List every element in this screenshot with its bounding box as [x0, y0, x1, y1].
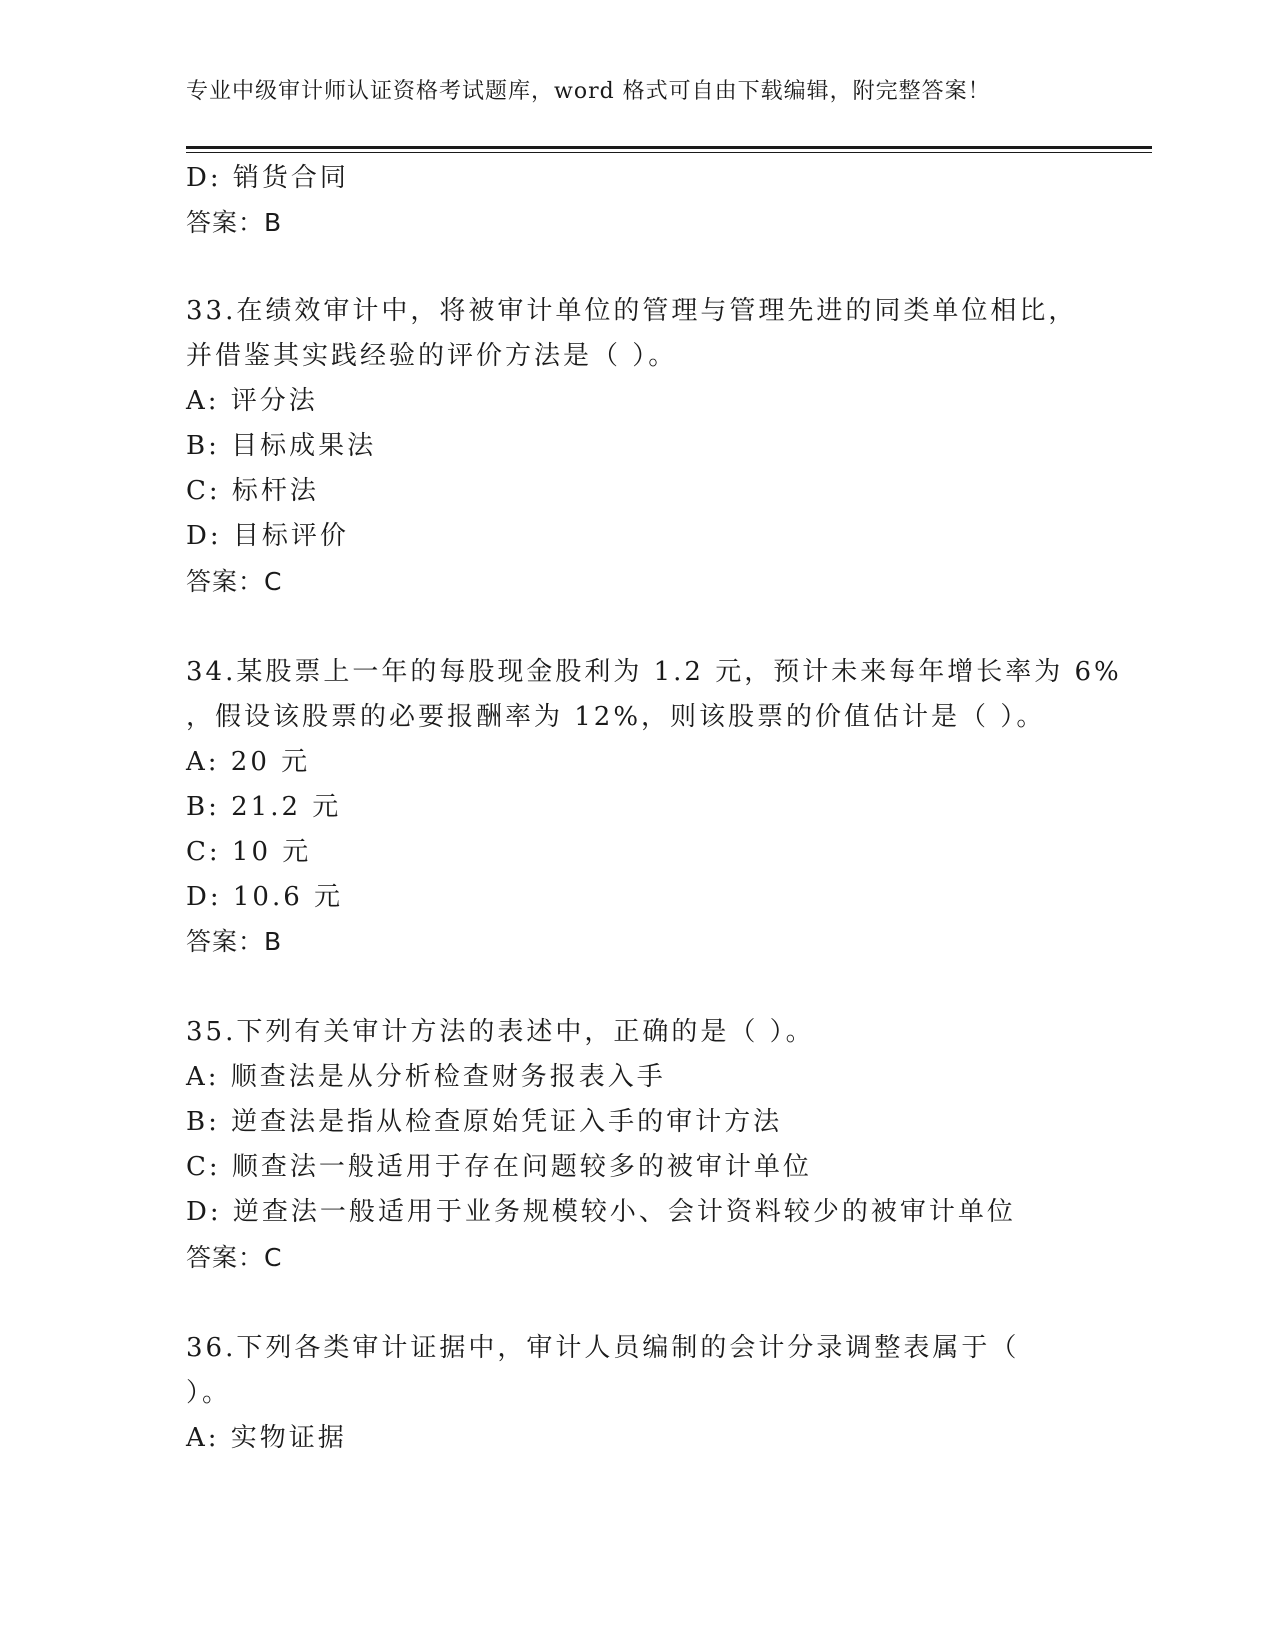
- option-line: A: 实物证据: [186, 1423, 347, 1453]
- option-line: B: 逆查法是指从检查原始凭证入手的审计方法: [186, 1107, 783, 1137]
- option-line: A: 顺查法是从分析检查财务报表入手: [186, 1062, 666, 1092]
- option-line: D: 销货合同: [186, 163, 349, 193]
- option-line: D: 逆查法一般适用于业务规模较小、会计资料较少的被审计单位: [186, 1197, 1016, 1227]
- question-line: ）。: [186, 1378, 232, 1408]
- option-line: D: 10.6 元: [186, 882, 344, 912]
- header-rule-thick: [186, 146, 1152, 149]
- option-line: B: 目标成果法: [186, 431, 377, 461]
- option-line: B: 21.2 元: [186, 792, 342, 822]
- option-line: C: 顺查法一般适用于存在问题较多的被审计单位: [186, 1152, 812, 1182]
- header-rule-thin: [186, 152, 1152, 153]
- option-line: C: 10 元: [186, 837, 312, 867]
- question-line: 33.在绩效审计中，将被审计单位的管理与管理先进的同类单位相比，: [186, 296, 1078, 326]
- answer-line: 答案：B: [186, 927, 283, 956]
- answer-line: 答案：C: [186, 567, 283, 596]
- question-line: ，假设该股票的必要报酬率为 12%，则该股票的价值估计是（ ）。: [186, 702, 1046, 732]
- answer-line: 答案：B: [186, 208, 283, 237]
- question-line: 35.下列有关审计方法的表述中，正确的是（ ）。: [186, 1017, 815, 1047]
- option-line: A: 20 元: [186, 747, 311, 777]
- option-line: A: 评分法: [186, 386, 318, 416]
- answer-line: 答案：C: [186, 1243, 283, 1272]
- question-line: 并借鉴其实践经验的评价方法是（ ）。: [186, 341, 678, 371]
- option-line: D: 目标评价: [186, 521, 349, 551]
- option-line: C: 标杆法: [186, 476, 319, 506]
- question-line: 34.某股票上一年的每股现金股利为 1.2 元，预计未来每年增长率为 6%: [186, 657, 1122, 687]
- page-header: 专业中级审计师认证资格考试题库，word 格式可自由下载编辑，附完整答案！: [186, 79, 991, 104]
- question-line: 36.下列各类审计证据中，审计人员编制的会计分录调整表属于（: [186, 1333, 1020, 1363]
